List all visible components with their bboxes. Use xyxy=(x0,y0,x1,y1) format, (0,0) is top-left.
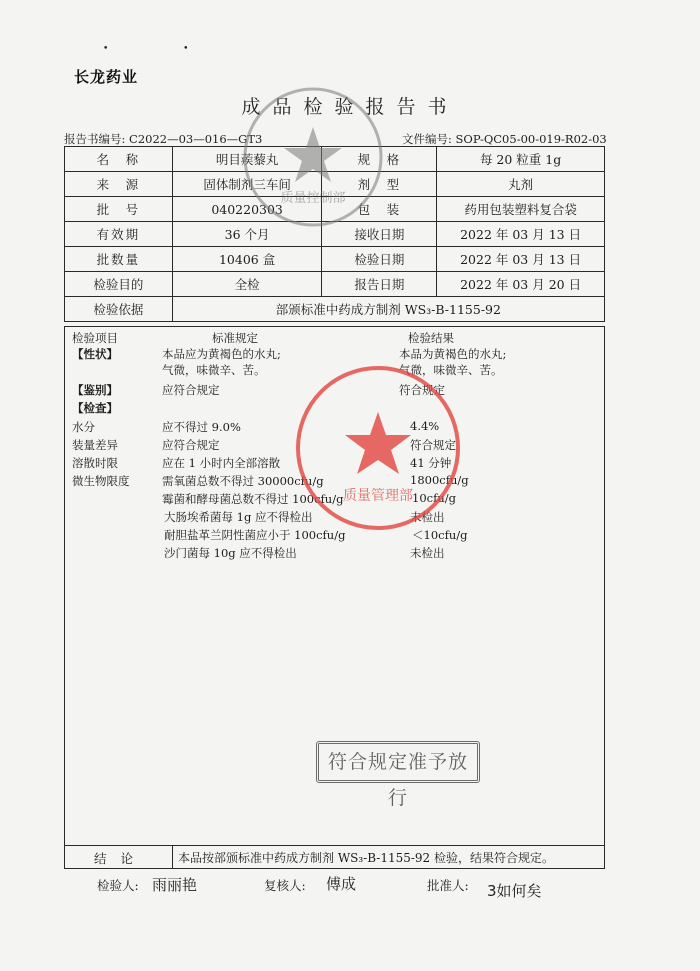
pack-value: 药用包装塑料复合袋 xyxy=(437,197,605,222)
weight-variation-standard: 应符合规定 xyxy=(162,438,220,452)
table-row xyxy=(65,247,605,272)
dissolution-label: 溶散时限 xyxy=(72,456,118,470)
batch-value: 040220303 xyxy=(172,197,322,222)
check-section-label: 【检查】 xyxy=(72,401,118,415)
approver-label: 批准人: xyxy=(427,878,469,893)
property-result-line2: 气微，味微辛、苦。 xyxy=(399,363,503,377)
expiry-label: 有效期 xyxy=(65,222,173,247)
water-standard: 应不得过 9.0% xyxy=(162,420,241,434)
conclusion-text: 本品按部颁标准中药成方制剂 WS₃-B-1155-92 检验，结果符合规定。 xyxy=(178,851,555,865)
column-head-standard: 标准规定 xyxy=(212,331,258,345)
table-row xyxy=(65,272,605,297)
property-standard-line2: 气微，味微辛、苦。 xyxy=(162,363,266,377)
property-section-label: 【性状】 xyxy=(72,347,118,361)
column-head-item: 检验项目 xyxy=(72,331,118,345)
identification-section-label: 【鉴别】 xyxy=(72,383,118,397)
receive-date-label: 接收日期 xyxy=(322,222,437,247)
form-label: 剂 型 xyxy=(322,172,437,197)
identification-result: 符合规定 xyxy=(399,383,445,397)
hole-punch-marks: • • xyxy=(103,44,225,54)
property-standard-line1: 本品应为黄褐色的水丸; xyxy=(162,347,281,361)
quality-management-seal-text: 质量管理部 xyxy=(343,488,413,504)
file-number: 文件编号: SOP-QC05-00-019-R02-03 xyxy=(402,132,607,146)
microbial-limit-label: 微生物限度 xyxy=(72,474,130,488)
aerobic-standard: 需氧菌总数不得过 30000cfu/g xyxy=(162,474,324,488)
identification-standard: 应符合规定 xyxy=(162,383,220,397)
test-date-value: 2022 年 03 月 13 日 xyxy=(437,247,605,272)
company-logo: 长龙药业 xyxy=(74,68,139,86)
purpose-value: 全检 xyxy=(172,272,322,297)
reviewer-label: 复核人: xyxy=(264,878,306,893)
name-label: 名 称 xyxy=(65,147,173,172)
property-result-line1: 本品为黄褐色的水丸; xyxy=(399,347,507,361)
receive-date-value: 2022 年 03 月 13 日 xyxy=(437,222,605,247)
column-head-result: 检验结果 xyxy=(408,331,454,345)
source-value: 固体制剂三车间 xyxy=(172,172,322,197)
pack-label: 包 装 xyxy=(322,197,437,222)
basis-value: 部颁标准中药成方制剂 WS₃-B-1155-92 xyxy=(172,297,604,322)
name-value: 明目蒺藜丸 xyxy=(172,147,322,172)
page-title: 成品检验报告书 xyxy=(241,96,459,118)
mold-yeast-standard: 霉菌和酵母菌总数不得过 100cfu/g xyxy=(162,492,344,506)
report-date-value: 2022 年 03 月 20 日 xyxy=(437,272,605,297)
spec-label: 规 格 xyxy=(322,147,437,172)
release-approval-stamp: 符合规定准予放行 xyxy=(316,741,480,783)
conclusion-divider xyxy=(172,845,173,868)
spec-value: 每 20 粒重 1g xyxy=(437,147,605,172)
ecoli-standard: 大肠埃希菌每 1g 应不得检出 xyxy=(164,510,313,524)
dissolution-result: 41 分钟 xyxy=(410,456,452,470)
purpose-label: 检验目的 xyxy=(65,272,173,297)
approver-signature: 3如何矣 xyxy=(487,882,542,900)
test-date-label: 检验日期 xyxy=(322,247,437,272)
weight-variation-result: 符合规定 xyxy=(410,438,456,452)
bile-tolerant-standard: 耐胆盐革兰阴性菌应小于 100cfu/g xyxy=(164,528,346,542)
aerobic-result: 1800cfu/g xyxy=(410,473,469,487)
inspector-signature: 雨丽艳 xyxy=(152,876,198,894)
reviewer-signature: 傅成 xyxy=(326,875,357,893)
report-number: 报告书编号: C2022—03—016—GT3 xyxy=(64,132,263,146)
ecoli-result: 未检出 xyxy=(410,510,445,524)
bile-tolerant-result: ＜10cfu/g xyxy=(412,528,468,542)
salmonella-result: 未检出 xyxy=(410,546,445,560)
expiry-value: 36 个月 xyxy=(172,222,322,247)
quality-control-seal-text: 质量控制部 xyxy=(280,191,346,206)
quantity-label: 批数量 xyxy=(65,247,173,272)
report-date-label: 报告日期 xyxy=(322,272,437,297)
quantity-value: 10406 盒 xyxy=(172,247,322,272)
quality-management-seal xyxy=(292,362,464,534)
weight-variation-label: 装量差异 xyxy=(72,438,118,452)
table-row xyxy=(65,297,605,322)
conclusion-label: 结论 xyxy=(94,851,148,866)
batch-label: 批 号 xyxy=(65,197,173,222)
source-label: 来 源 xyxy=(65,172,173,197)
quality-control-seal xyxy=(238,82,388,232)
form-value: 丸剂 xyxy=(437,172,605,197)
salmonella-standard: 沙门菌每 10g 应不得检出 xyxy=(164,546,297,560)
water-result: 4.4% xyxy=(410,419,440,433)
basis-label: 检验依据 xyxy=(65,297,173,322)
mold-yeast-result: 10cfu/g xyxy=(412,491,456,505)
inspector-label: 检验人: xyxy=(97,878,139,893)
water-label: 水分 xyxy=(72,420,95,434)
dissolution-standard: 应在 1 小时内全部溶散 xyxy=(162,456,281,470)
